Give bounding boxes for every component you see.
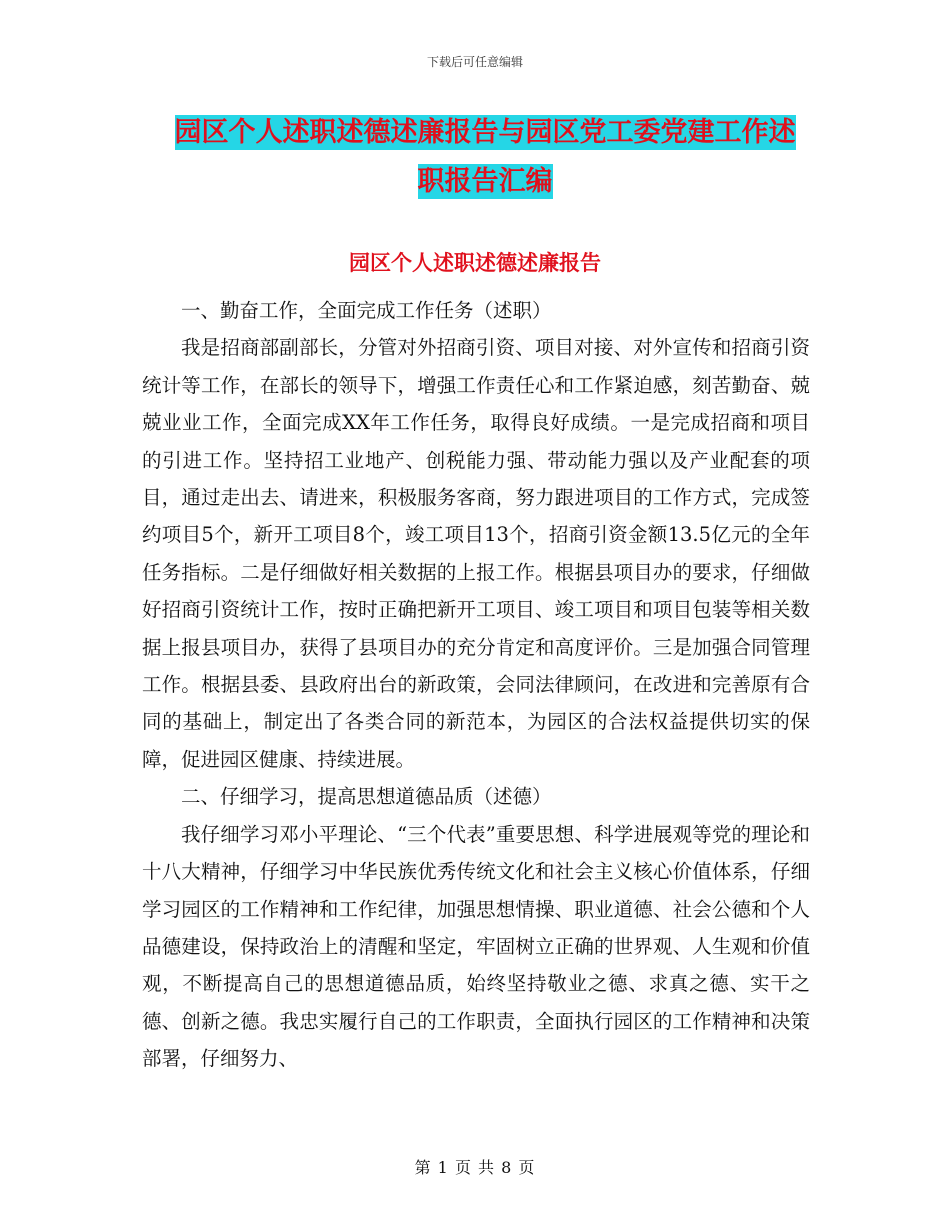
page-header-note: 下载后可任意编辑 — [426, 55, 523, 69]
paragraph-heading-duty: 一、勤奋工作，全面完成工作任务（述职） — [181, 299, 552, 322]
paragraph-duty: 我是招商部副部长，分管对外招商引资、项目对接、对外宣传和招商引资统计等工作，在部长的领导下，增强工作责任心和工作紧迫感，刻苦勤奋、兢兢业业工作，全面完成XX年工作任务，取得良好成绩。一是完成招商和项目的引进工作。坚持招工业地产、创税能力强、带动能力强以及产业配套的项目，通过走出去、请进来，积极服务客商，努力跟进项目的工作方式，完成签约项目5个，新开工项目8个，竣工项目13个，招商引资金额13.5亿元的全年任务指标。二是仔细做好相关数据的上报工作。根据县项目办的要求，仔细做好招商引资统计工作，按时正确把新开工项目、竣工项目和项目包装等相关数据上报县项目办，获得了县项目办的充分肯定和高度评价。三是加强合同管理工作。根据县委、县政府出台的新政策，会同法律顾问，在改进和完善原有合同的基础上，制定出了各类合同的新范本，为园区的合法权益提供切实的保障，促进园区健康、持续进展。 — [142, 336, 810, 771]
document-title-line-1: 园区个人述职述德述廉报告与园区党工委党建工作述 — [174, 117, 796, 148]
paragraph-heading-morality: 二、仔细学习，提高思想道德品质（述德） — [181, 785, 552, 809]
section-title: 园区个人述职述德述廉报告 — [349, 250, 601, 275]
body-text — [142, 292, 810, 1078]
document-title-line-2: 职报告汇编 — [417, 166, 553, 197]
page-number-footer: 第 1 页 共 8 页 — [414, 1158, 536, 1177]
document-title — [145, 108, 825, 206]
paragraph-morality: 我仔细学习邓小平理论、“三个代表”重要思想、科学进展观等党的理论和十八大精神，仔细学习中华民族优秀传统文化和社会主义核心价值体系，仔细学习园区的工作精神和工作纪律，加强思想情操、职业道德、社会公德和个人品德建设，保持政治上的清醒和坚定，牢固树立正确的世界观、人生观和价值观，不断提高自己的思想道德品质，始终坚持敬业之德、求真之德、实干之德、创新之德。我忠实履行自己的工作职责，全面执行园区的工作精神和决策部署，仔细努力、 — [142, 822, 810, 1071]
